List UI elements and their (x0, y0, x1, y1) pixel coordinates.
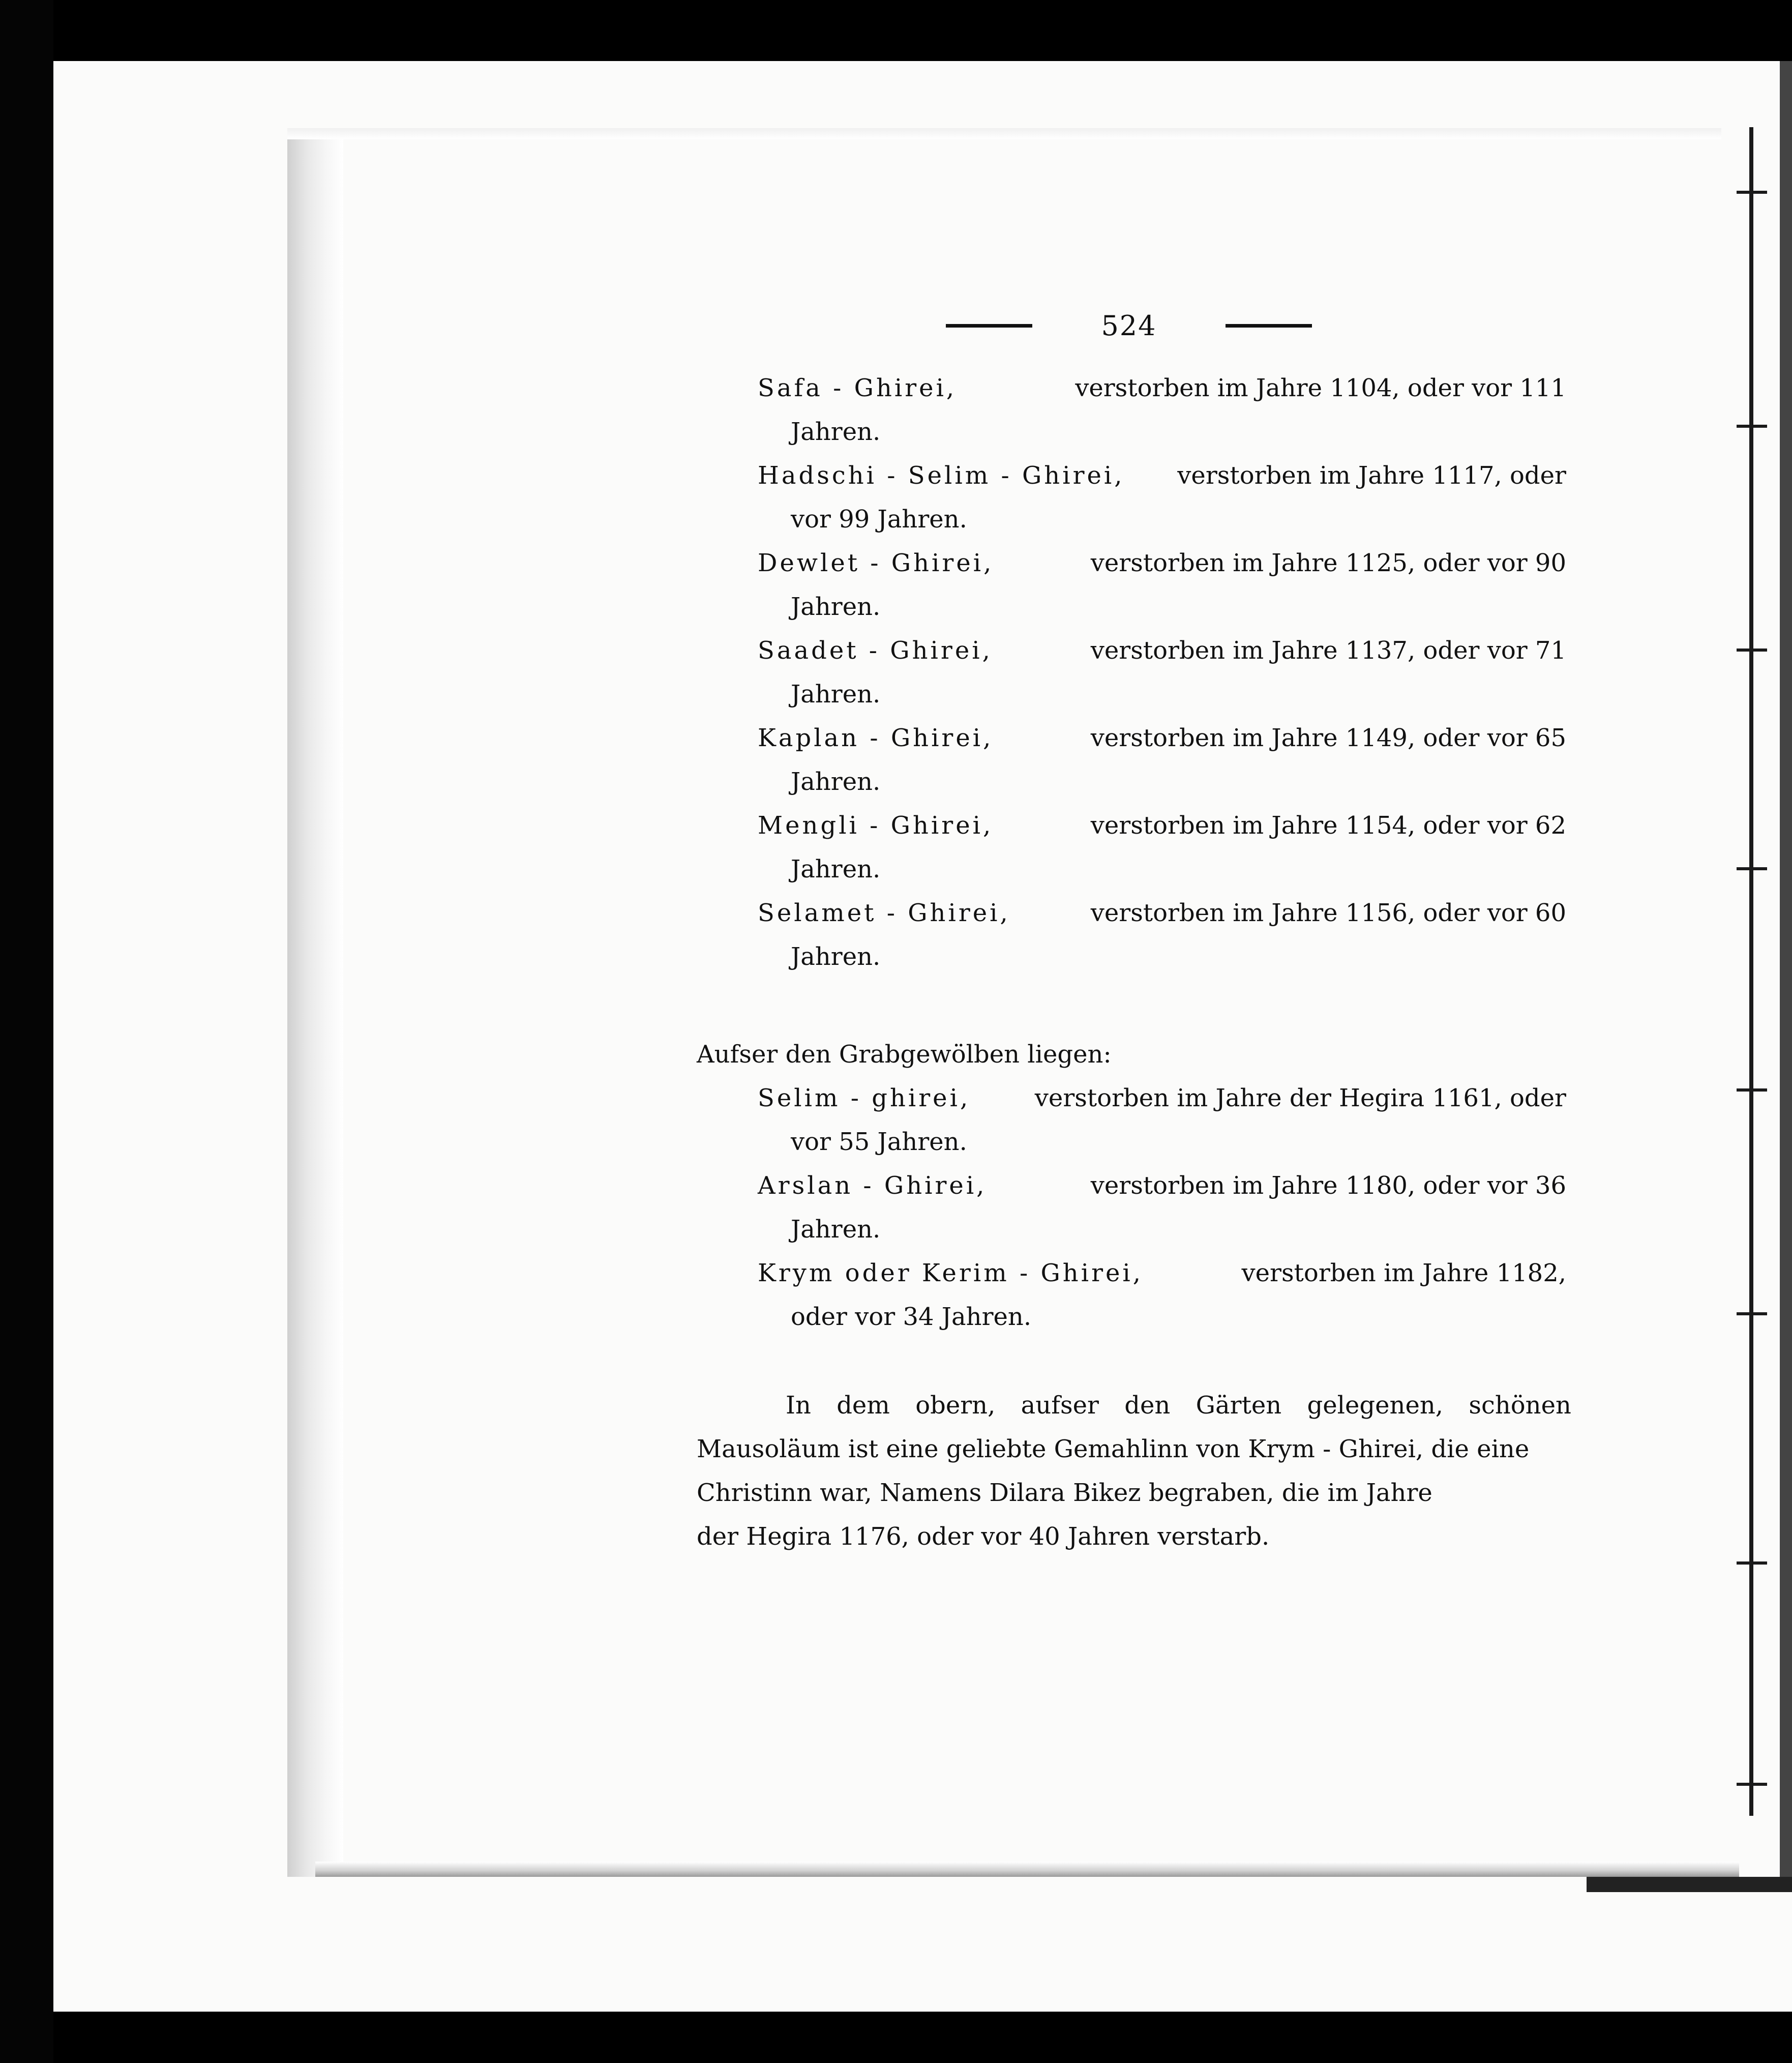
ruler-tick (1737, 1561, 1767, 1565)
list-item (758, 454, 1566, 541)
word: gelegenen, (1307, 1391, 1444, 1420)
closing-paragraph (697, 1383, 1571, 1558)
entry-continuation: Jahren. (791, 593, 881, 621)
book-page-edge-left (287, 137, 343, 1877)
scan-bottom-right-shadow (1587, 1877, 1792, 1892)
entry-name: Hadschi - Selim - Ghirei, (758, 461, 1125, 490)
word: In (786, 1391, 811, 1420)
ruler-tick (1737, 1312, 1767, 1315)
entry-continuation: Jahren. (791, 768, 881, 796)
paragraph-line (697, 1383, 1571, 1427)
entry-name: Krym oder Kerim - Ghirei, (758, 1259, 1144, 1287)
entry-text: verstorben im Jahre 1182, (1241, 1259, 1566, 1287)
word: schönen (1469, 1391, 1571, 1420)
word: den (1124, 1391, 1171, 1420)
ruler-tick (1737, 649, 1767, 652)
list-item (758, 804, 1566, 891)
page-header (946, 305, 1312, 346)
ruler-tick (1737, 425, 1767, 428)
entry-continuation: Jahren. (791, 942, 881, 971)
ruler-tick (1737, 191, 1767, 194)
word: obern, (915, 1391, 996, 1420)
entry-text: verstorben im Jahre 1180, oder vor 36 (1090, 1171, 1566, 1200)
entry-text: verstorben im Jahre der Hegira 1161, oder (1034, 1084, 1566, 1112)
word: aufser (1021, 1391, 1099, 1420)
entry-continuation: Jahren. (791, 418, 881, 446)
list-item (758, 541, 1566, 629)
list-item (758, 716, 1566, 804)
entry-text: verstorben im Jahre 1117, oder (1177, 461, 1566, 490)
ruler-tick (1737, 1783, 1767, 1786)
word: dem (837, 1391, 890, 1420)
paragraph-line: der Hegira 1176, oder vor 40 Jahren verstarb. (697, 1522, 1270, 1551)
entry-text: verstorben im Jahre 1156, oder vor 60 (1090, 899, 1566, 927)
entry-name: Selim - ghirei, (758, 1084, 971, 1112)
entry-name: Selamet - Ghirei, (758, 899, 1010, 927)
page-number: 524 (1101, 309, 1157, 342)
word: Gärten (1196, 1391, 1282, 1420)
entry-name: Dewlet - Ghirei, (758, 549, 994, 577)
book-page-edge-bottom (315, 1862, 1739, 1877)
entry-continuation: vor 99 Jahren. (791, 505, 967, 534)
entry-name: Safa - Ghirei, (758, 374, 957, 402)
paragraph-line: Christinn war, Namens Dilara Bikez begraben, die im Jahre (697, 1479, 1432, 1507)
scan-right-border (1780, 61, 1792, 1892)
entry-text: verstorben im Jahre 1154, oder vor 62 (1090, 811, 1566, 840)
paragraph-line: Mausoläum ist eine geliebte Gemahlinn von Krym - Ghirei, die eine (697, 1435, 1530, 1463)
entry-name: Saadet - Ghirei, (758, 636, 993, 665)
book-page-edge-top (287, 128, 1721, 139)
entry-name: Arslan - Ghirei, (758, 1171, 987, 1200)
entry-name: Kaplan - Ghirei, (758, 724, 994, 752)
entry-text: verstorben im Jahre 1104, oder vor 111 (1075, 374, 1566, 402)
list-item (758, 1251, 1566, 1339)
entry-continuation: Jahren. (791, 680, 881, 709)
section-heading: Aufser den Grabgewölben liegen: (697, 1040, 1112, 1069)
entry-text: verstorben im Jahre 1149, oder vor 65 (1090, 724, 1566, 752)
ruler-tick (1737, 867, 1767, 870)
list-item (758, 1076, 1566, 1164)
list-item (758, 891, 1566, 979)
scan-left-border (0, 0, 53, 2063)
ruler-tick (1737, 1088, 1767, 1092)
list-item (758, 629, 1566, 716)
header-rule-left (946, 324, 1032, 328)
header-rule-right (1226, 324, 1312, 328)
entry-text: verstorben im Jahre 1137, oder vor 71 (1090, 636, 1566, 665)
entry-continuation: vor 55 Jahren. (791, 1128, 967, 1156)
entry-text: verstorben im Jahre 1125, oder vor 90 (1090, 549, 1566, 577)
list-item (758, 366, 1566, 454)
entry-continuation: Jahren. (791, 1215, 881, 1244)
entry-continuation: oder vor 34 Jahren. (791, 1303, 1032, 1331)
entry-continuation: Jahren. (791, 855, 881, 883)
list-item (758, 1164, 1566, 1251)
entry-name: Mengli - Ghirei, (758, 811, 994, 840)
